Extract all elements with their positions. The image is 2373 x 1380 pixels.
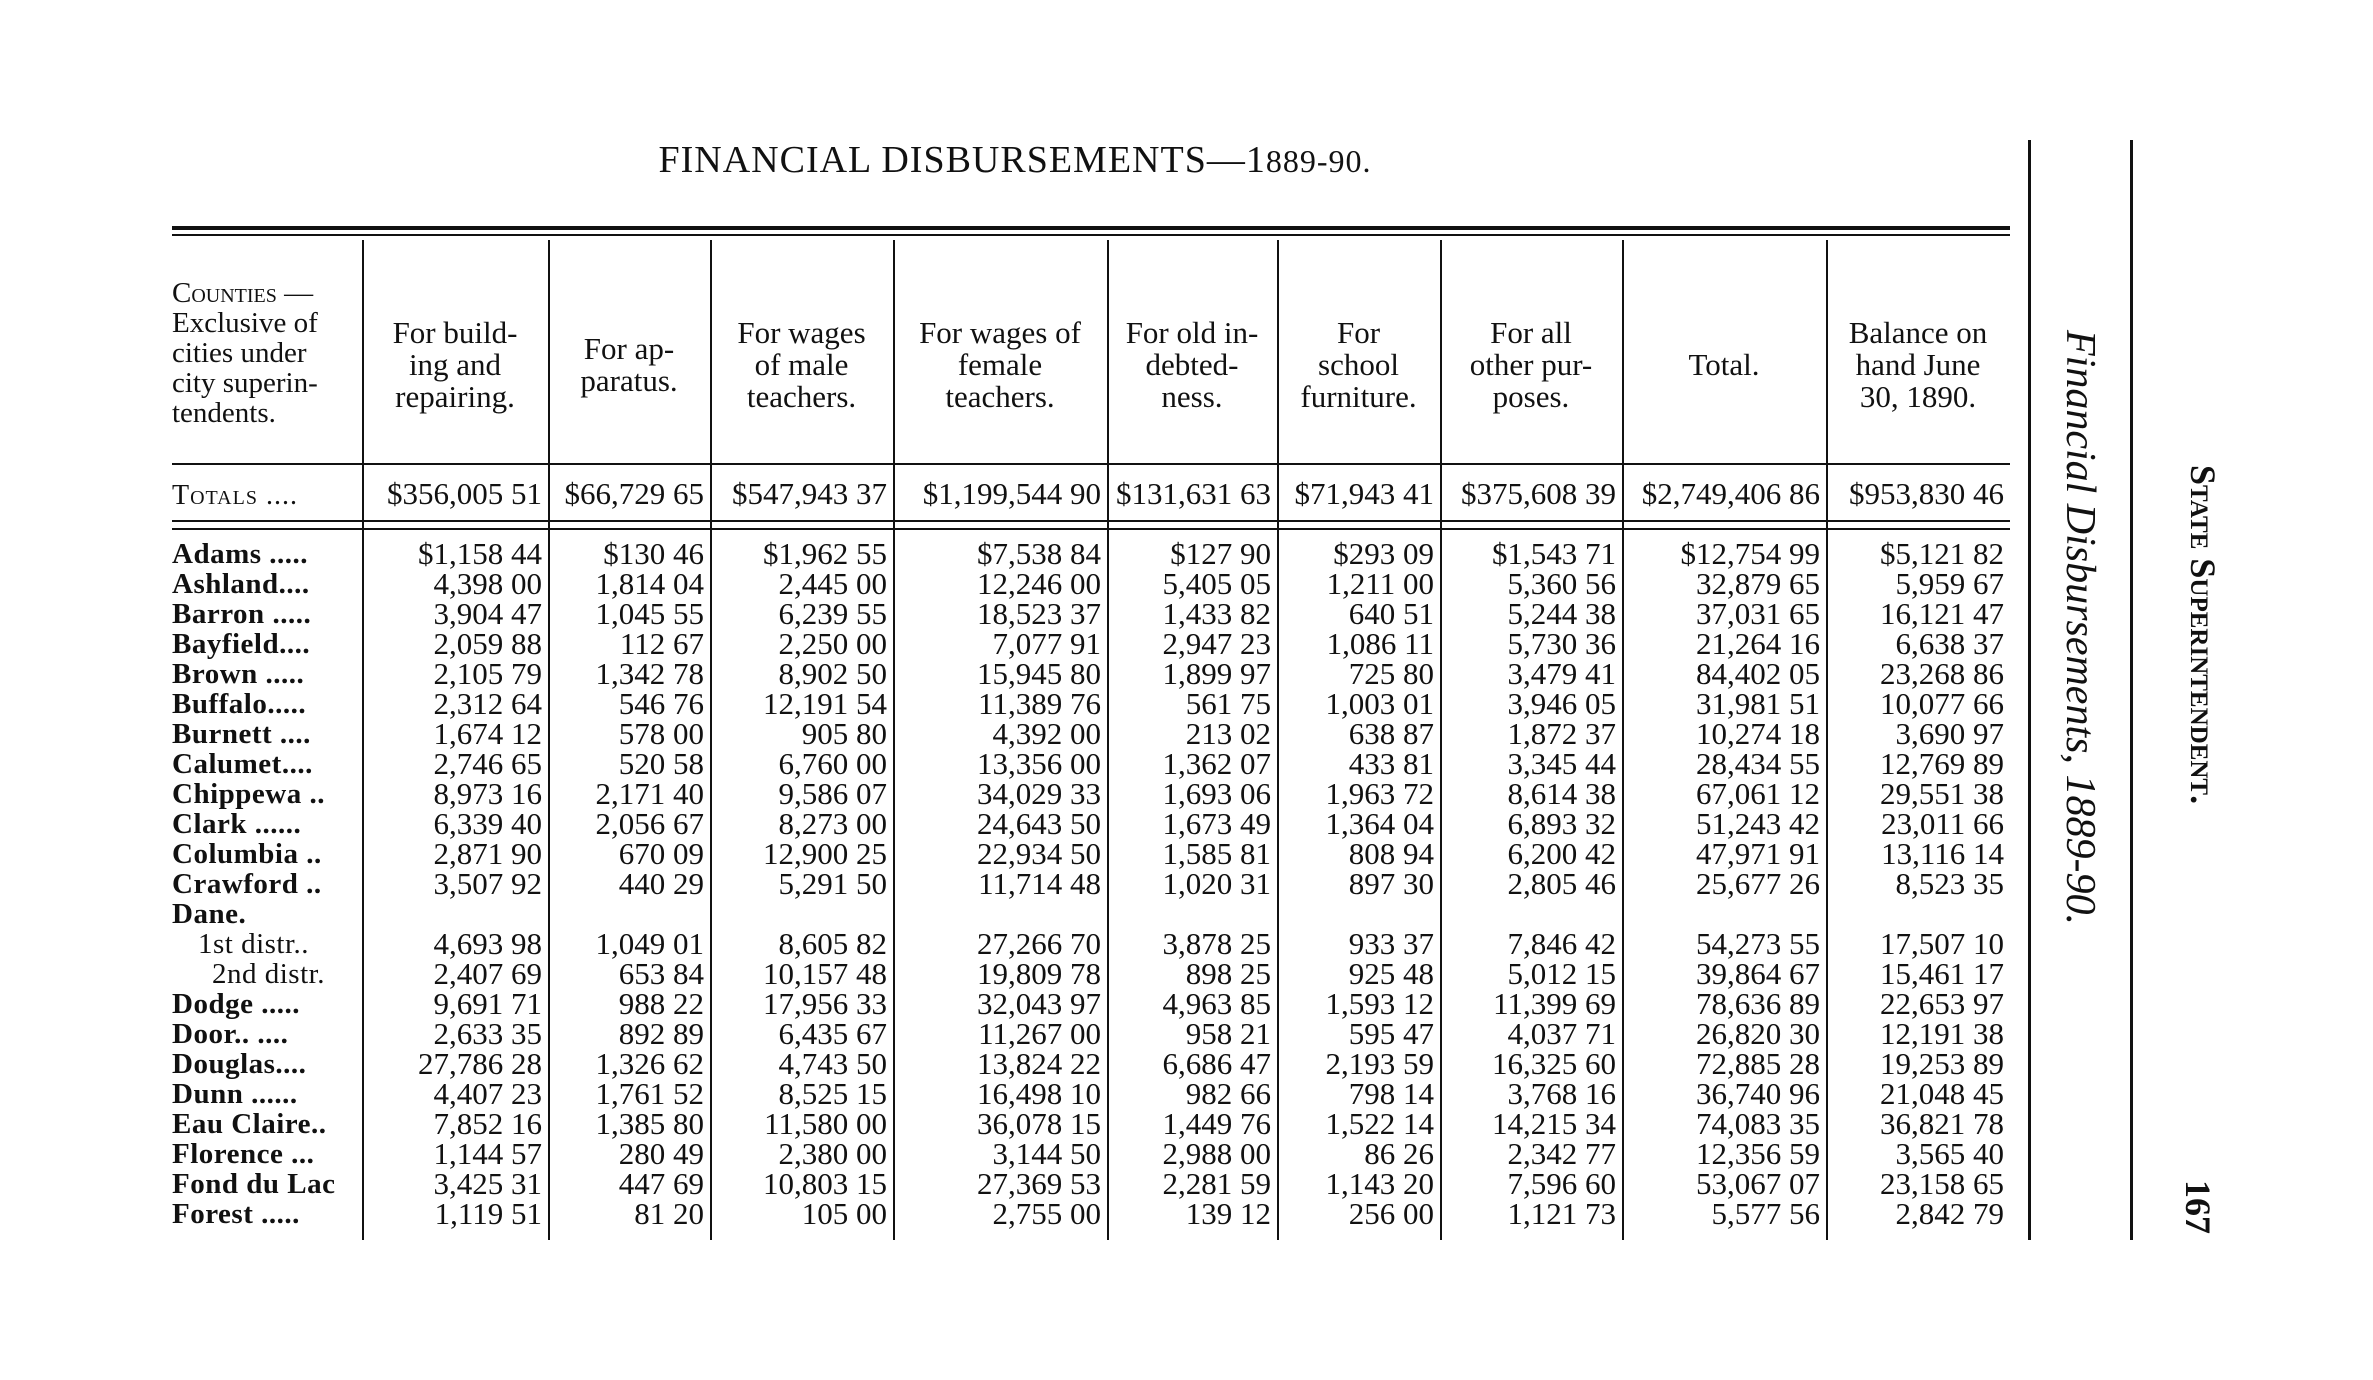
- header-col: [552, 290, 706, 440]
- table-cell: 6,686 47: [1162, 1046, 1271, 1081]
- county-name: Fond du Lac: [172, 1168, 336, 1200]
- header-line: For: [1336, 315, 1381, 350]
- table-cell: 5,577 56: [1711, 1196, 1820, 1231]
- table-cell: 3,946 05: [1507, 686, 1616, 721]
- totals-cell: $2,749,406 86: [1641, 476, 1820, 511]
- table-cell: 5,405 05: [1162, 566, 1271, 601]
- running-head-text: State Superintendent.: [2183, 465, 2223, 805]
- table-cell: 447 69: [618, 1166, 704, 1201]
- table-cell: 520 58: [618, 746, 704, 781]
- header-line: debted-: [1145, 347, 1239, 382]
- table-cell: 19,809 78: [977, 956, 1101, 991]
- table-cell: 3,345 44: [1507, 746, 1616, 781]
- table-cell: 1,385 80: [595, 1106, 704, 1141]
- table-cell: 2,805 46: [1507, 866, 1616, 901]
- table-cell: 18,523 37: [977, 596, 1101, 631]
- table-cell: 6,239 55: [778, 596, 887, 631]
- table-cell: 24,643 50: [977, 806, 1101, 841]
- table-cell: 23,268 86: [1880, 656, 2004, 691]
- table-cell: 1,119 51: [434, 1196, 542, 1231]
- table-cell: 3,507 92: [433, 866, 542, 901]
- header-line: ness.: [1161, 379, 1223, 414]
- table-cell: 26,820 30: [1696, 1016, 1820, 1051]
- table-cell: 1,045 55: [595, 596, 704, 631]
- table-cell: 7,077 91: [992, 626, 1101, 661]
- table-cell: 1,899 97: [1162, 656, 1271, 691]
- table-cell: 6,760 00: [778, 746, 887, 781]
- side-title: [2057, 330, 2120, 1050]
- table-cell: 39,864 67: [1696, 956, 1820, 991]
- table-cell: 640 51: [1348, 596, 1434, 631]
- county-name: Adams .....: [172, 538, 309, 570]
- table-cell: 6,339 40: [433, 806, 542, 841]
- header-col-lines: [737, 317, 865, 413]
- table-cell: 6,638 37: [1895, 626, 2004, 661]
- header-col: [1626, 290, 1822, 440]
- header-line: For build-: [392, 315, 518, 350]
- table-cell: 8,525 15: [778, 1076, 887, 1111]
- table-cell: 1,086 11: [1326, 626, 1434, 661]
- table-cell: 808 94: [1348, 836, 1434, 871]
- table-cell: 1,449 76: [1162, 1106, 1271, 1141]
- table-cell: 725 80: [1348, 656, 1434, 691]
- table-cell: 2,281 59: [1162, 1166, 1271, 1201]
- header-line: For ap-: [583, 331, 675, 366]
- table-cell: 8,273 00: [778, 806, 887, 841]
- table-cell: 958 21: [1185, 1016, 1271, 1051]
- table-cell: 4,037 71: [1507, 1016, 1616, 1051]
- totals-cell: $71,943 41: [1294, 476, 1434, 511]
- header-col: [1444, 290, 1618, 440]
- table-cell: 4,407 23: [433, 1076, 542, 1111]
- header-line: ing and: [408, 347, 502, 382]
- table-cell: 2,871 90: [433, 836, 542, 871]
- county-name: Calumet....: [172, 748, 313, 780]
- header-line: city superin-: [172, 367, 318, 399]
- table-cell: $127 90: [1170, 536, 1271, 571]
- table-cell: 1,020 31: [1162, 866, 1271, 901]
- table-cell: 8,605 82: [778, 926, 887, 961]
- header-line: cities under: [172, 337, 307, 369]
- table-cell: 1,673 49: [1162, 806, 1271, 841]
- table-cell: 578 00: [618, 716, 704, 751]
- table-cell: 670 09: [618, 836, 704, 871]
- table-cell: 51,243 42: [1696, 806, 1820, 841]
- table-cell: $7,538 84: [977, 536, 1101, 571]
- table-cell: 1,144 57: [433, 1136, 542, 1171]
- header-line: For wages of: [919, 315, 1081, 350]
- header-col-lines: [393, 317, 518, 413]
- header-col: [714, 290, 889, 440]
- table-cell: 31,981 51: [1696, 686, 1820, 721]
- county-name: Bayfield....: [172, 628, 311, 660]
- table-cell: $130 46: [603, 536, 704, 571]
- table-cell: 28,434 55: [1696, 746, 1820, 781]
- table-cell: 1,364 04: [1325, 806, 1434, 841]
- header-line: of male: [754, 347, 849, 382]
- table-cell: 4,743 50: [778, 1046, 887, 1081]
- totals-bottom-rule-2: [172, 528, 2010, 530]
- table-cell: 1,326 62: [595, 1046, 704, 1081]
- county-name: Clark ......: [172, 808, 302, 840]
- table-cell: 36,821 78: [1880, 1106, 2004, 1141]
- table-cell: 15,945 80: [977, 656, 1101, 691]
- top-rule: [172, 226, 2010, 230]
- table-cell: 1,121 73: [1507, 1196, 1616, 1231]
- table-cell: 6,435 67: [778, 1016, 887, 1051]
- header-col-lines: [580, 333, 677, 397]
- table-cell: 3,690 97: [1895, 716, 2004, 751]
- table-cell: $12,754 99: [1680, 536, 1820, 571]
- table-cell: 84,402 05: [1696, 656, 1820, 691]
- top-rule-thin: [172, 234, 2010, 236]
- table-cell: 12,191 38: [1880, 1016, 2004, 1051]
- table-cell: 29,551 38: [1880, 776, 2004, 811]
- table-cell: 2,755 00: [992, 1196, 1101, 1231]
- header-line: tendents.: [172, 397, 276, 429]
- table-cell: 10,157 48: [763, 956, 887, 991]
- county-name: Brown .....: [172, 658, 305, 690]
- side-title-text: Financial Disbursements, 1889-90.: [2057, 330, 2103, 925]
- header-col-lines: [1300, 317, 1416, 413]
- table-cell: 15,461 17: [1880, 956, 2004, 991]
- table-cell: 3,565 40: [1895, 1136, 2004, 1171]
- table-cell: 1,963 72: [1325, 776, 1434, 811]
- county-name: 2nd distr.: [212, 958, 325, 990]
- table-cell: 898 25: [1185, 956, 1271, 991]
- table-cell: 905 80: [801, 716, 887, 751]
- table-cell: $1,158 44: [418, 536, 542, 571]
- county-name: Forest .....: [172, 1198, 300, 1230]
- table-cell: 5,244 38: [1507, 596, 1616, 631]
- totals-cell: $375,608 39: [1461, 476, 1616, 511]
- table-cell: 10,803 15: [763, 1166, 887, 1201]
- table-cell: 2,407 69: [433, 956, 542, 991]
- table-cell: 21,264 16: [1696, 626, 1820, 661]
- table-cell: 546 76: [618, 686, 704, 721]
- table-cell: 16,121 47: [1880, 596, 2004, 631]
- table-cell: 13,116 14: [1881, 836, 2004, 871]
- table-cell: 2,746 65: [433, 746, 542, 781]
- county-name: Dodge .....: [172, 988, 300, 1020]
- table-cell: 25,677 26: [1696, 866, 1820, 901]
- table-cell: 280 49: [618, 1136, 704, 1171]
- header-col-lines: [919, 317, 1081, 413]
- header-line: teachers.: [945, 379, 1055, 414]
- table-cell: 2,342 77: [1507, 1136, 1616, 1171]
- table-cell: 10,077 66: [1880, 686, 2004, 721]
- county-name: Eau Claire..: [172, 1108, 327, 1140]
- table-cell: 8,614 38: [1507, 776, 1616, 811]
- table-cell: 3,904 47: [433, 596, 542, 631]
- table-cell: 34,029 33: [977, 776, 1101, 811]
- totals-cell: $131,631 63: [1116, 476, 1271, 511]
- header-line: Total.: [1688, 347, 1760, 382]
- table-cell: 7,852 16: [433, 1106, 542, 1141]
- county-name: 1st distr..: [198, 928, 310, 960]
- header-col-lines: [1470, 317, 1592, 413]
- header-line: For wages: [737, 315, 866, 350]
- table-cell: 72,885 28: [1696, 1046, 1820, 1081]
- header-line: hand June: [1855, 347, 1981, 382]
- totals-bottom-rule: [172, 520, 2010, 522]
- table-cell: 6,200 42: [1507, 836, 1616, 871]
- table-cell: 595 47: [1348, 1016, 1434, 1051]
- table-cell: 4,398 00: [433, 566, 542, 601]
- table-cell: 5,959 67: [1895, 566, 2004, 601]
- table-cell: 78,636 89: [1696, 986, 1820, 1021]
- table-cell: 5,360 56: [1507, 566, 1616, 601]
- county-name: Barron .....: [172, 598, 312, 630]
- table-cell: 74,083 35: [1696, 1106, 1820, 1141]
- county-name: Florence ...: [172, 1138, 315, 1170]
- county-name: Chippewa ..: [172, 778, 325, 810]
- county-name: Ashland....: [172, 568, 310, 600]
- table-cell: 561 75: [1185, 686, 1271, 721]
- county-name: Columbia ..: [172, 838, 322, 870]
- county-name: Dunn ......: [172, 1078, 298, 1110]
- table-cell: 1,362 07: [1162, 746, 1271, 781]
- header-bottom-rule: [172, 463, 2010, 465]
- header-counties-lines: [172, 278, 318, 428]
- table-cell: 105 00: [801, 1196, 887, 1231]
- table-cell: 22,934 50: [977, 836, 1101, 871]
- table-cell: 2,056 67: [595, 806, 704, 841]
- table-cell: 4,693 98: [433, 926, 542, 961]
- table-cell: 14,215 34: [1492, 1106, 1616, 1141]
- table-cell: 1,585 81: [1162, 836, 1271, 871]
- table-cell: 1,211 00: [1326, 566, 1434, 601]
- table-cell: 2,059 88: [433, 626, 542, 661]
- table-cell: 2,445 00: [778, 566, 887, 601]
- table-cell: 139 12: [1185, 1196, 1271, 1231]
- table-cell: 11,399 69: [1493, 986, 1616, 1021]
- header-line: 30, 1890.: [1859, 379, 1977, 414]
- header-col: [897, 290, 1103, 440]
- table-cell: 12,246 00: [977, 566, 1101, 601]
- table-cell: 892 89: [618, 1016, 704, 1051]
- county-name: Crawford ..: [172, 868, 322, 900]
- table-cell: $1,543 71: [1492, 536, 1616, 571]
- totals-label: Totals ....: [172, 480, 298, 511]
- header-col: [1111, 290, 1273, 440]
- header-col: [1830, 290, 2006, 440]
- table-cell: 5,730 36: [1507, 626, 1616, 661]
- table-cell: 36,078 15: [977, 1106, 1101, 1141]
- table-cell: 13,824 22: [977, 1046, 1101, 1081]
- table-cell: $5,121 82: [1880, 536, 2004, 571]
- table-cell: 27,786 28: [418, 1046, 542, 1081]
- table-cell: 16,498 10: [977, 1076, 1101, 1111]
- table-cell: 213 02: [1185, 716, 1271, 751]
- table-cell: $1,962 55: [763, 536, 887, 571]
- table-cell: 32,879 65: [1696, 566, 1820, 601]
- page-number-text: 167: [2178, 1180, 2218, 1234]
- header-line: Exclusive of: [172, 307, 318, 339]
- table-cell: 3,425 31: [433, 1166, 542, 1201]
- table-cell: 8,902 50: [778, 656, 887, 691]
- table-cell: 13,356 00: [977, 746, 1101, 781]
- table-cell: 27,266 70: [977, 926, 1101, 961]
- header-col: [1281, 290, 1436, 440]
- table-cell: 2,193 59: [1325, 1046, 1434, 1081]
- table-cell: 3,144 50: [992, 1136, 1101, 1171]
- table-cell: 2,633 35: [433, 1016, 542, 1051]
- table-cell: 32,043 97: [977, 986, 1101, 1021]
- totals-cell: $356,005 51: [387, 476, 542, 511]
- table-cell: 53,067 07: [1696, 1166, 1820, 1201]
- table-cell: 17,507 10: [1880, 926, 2004, 961]
- table-cell: 12,900 25: [763, 836, 887, 871]
- county-name: Buffalo.....: [172, 688, 307, 720]
- table-cell: 1,814 04: [595, 566, 704, 601]
- table-cell: $293 09: [1333, 536, 1434, 571]
- table-cell: 27,369 53: [977, 1166, 1101, 1201]
- table-cell: 36,740 96: [1696, 1076, 1820, 1111]
- table-cell: 9,586 07: [778, 776, 887, 811]
- header-line: For all: [1490, 315, 1572, 350]
- table-cell: 4,392 00: [992, 716, 1101, 751]
- table-cell: 3,768 16: [1507, 1076, 1616, 1111]
- table-cell: 638 87: [1348, 716, 1434, 751]
- table-cell: 9,691 71: [433, 986, 542, 1021]
- table-cell: 1,143 20: [1325, 1166, 1434, 1201]
- header-col-lines: [1849, 317, 1988, 413]
- table-cell: 897 30: [1348, 866, 1434, 901]
- header-line: teachers.: [746, 379, 857, 414]
- table-cell: 11,580 00: [764, 1106, 887, 1141]
- county-name: Douglas....: [172, 1048, 307, 1080]
- table-cell: 2,312 64: [433, 686, 542, 721]
- table-cell: 12,191 54: [763, 686, 887, 721]
- totals-cell: $1,199,544 90: [922, 476, 1101, 511]
- table-cell: 3,479 41: [1507, 656, 1616, 691]
- table-cell: 5,012 15: [1507, 956, 1616, 991]
- table-cell: 925 48: [1348, 956, 1434, 991]
- header-line: female: [957, 347, 1043, 382]
- table-cell: 17,956 33: [763, 986, 887, 1021]
- running-head: [2180, 465, 2240, 965]
- header-line: paratus.: [580, 363, 678, 398]
- table-cell: 8,523 35: [1895, 866, 2004, 901]
- table-cell: 440 29: [618, 866, 704, 901]
- title-main: FINANCIAL DISBURSEMENTS—1: [658, 139, 1266, 181]
- table-cell: 1,342 78: [595, 656, 704, 691]
- totals-cell: $953,830 46: [1849, 476, 2004, 511]
- table-cell: 47,971 91: [1696, 836, 1820, 871]
- totals-cell: $66,729 65: [564, 476, 704, 511]
- table-cell: 798 14: [1348, 1076, 1434, 1111]
- table-cell: 1,433 82: [1162, 596, 1271, 631]
- table-cell: 2,988 00: [1162, 1136, 1271, 1171]
- header-line: furniture.: [1300, 379, 1417, 414]
- table-cell: 2,250 00: [778, 626, 887, 661]
- table-cell: 112 67: [619, 626, 704, 661]
- header-line: other pur-: [1469, 347, 1593, 382]
- table-cell: 982 66: [1185, 1076, 1271, 1111]
- page-number: [2175, 1180, 2225, 1250]
- table-cell: 3,878 25: [1162, 926, 1271, 961]
- table-cell: 5,291 50: [778, 866, 887, 901]
- table-cell: 2,105 79: [433, 656, 542, 691]
- table-cell: 11,389 76: [978, 686, 1101, 721]
- table-cell: 16,325 60: [1492, 1046, 1616, 1081]
- header-col: [366, 290, 544, 440]
- table-cell: 2,947 23: [1162, 626, 1271, 661]
- county-name: Door.. ....: [172, 1018, 289, 1050]
- title-year: 889-90.: [1265, 143, 1372, 179]
- header-line: repairing.: [395, 379, 515, 414]
- table-cell: 21,048 45: [1880, 1076, 2004, 1111]
- table-cell: 433 81: [1348, 746, 1434, 781]
- table-cell: 23,158 65: [1880, 1166, 2004, 1201]
- table-cell: 19,253 89: [1880, 1046, 2004, 1081]
- table-cell: 1,593 12: [1325, 986, 1434, 1021]
- table-cell: 23,011 66: [1881, 806, 2004, 841]
- page-title: [0, 138, 2030, 182]
- table-cell: 86 26: [1364, 1136, 1434, 1171]
- table-cell: 1,693 06: [1162, 776, 1271, 811]
- table-cell: 81 20: [634, 1196, 704, 1231]
- table-cell: 1,872 37: [1507, 716, 1616, 751]
- side-rule-2: [2130, 140, 2133, 1240]
- table-cell: 653 84: [618, 956, 704, 991]
- table-cell: 22,653 97: [1880, 986, 2004, 1021]
- table-cell: 2,380 00: [778, 1136, 887, 1171]
- table-cell: 988 22: [618, 986, 704, 1021]
- table-cell: 6,893 32: [1507, 806, 1616, 841]
- table-cell: 67,061 12: [1696, 776, 1820, 811]
- table-cell: 11,267 00: [978, 1016, 1101, 1051]
- header-line: school: [1318, 347, 1399, 382]
- table-cell: 1,522 14: [1325, 1106, 1434, 1141]
- table-cell: 2,842 79: [1895, 1196, 2004, 1231]
- table-cell: 12,769 89: [1880, 746, 2004, 781]
- table-cell: 1,049 01: [595, 926, 704, 961]
- table-cell: 7,596 60: [1507, 1166, 1616, 1201]
- table-cell: 8,973 16: [433, 776, 542, 811]
- table-cell: 933 37: [1348, 926, 1434, 961]
- county-name: Dane.: [172, 898, 247, 930]
- header-col-lines: [1126, 317, 1259, 413]
- table-cell: 54,273 55: [1696, 926, 1820, 961]
- table-cell: 11,714 48: [978, 866, 1101, 901]
- header-counties: [172, 268, 356, 438]
- table-cell: 1,761 52: [595, 1076, 704, 1111]
- table-cell: 1,674 12: [433, 716, 542, 751]
- table-cell: 256 00: [1348, 1196, 1434, 1231]
- county-name: Burnett ....: [172, 718, 311, 750]
- header-line: Counties —: [172, 277, 314, 309]
- side-rule-1: [2028, 140, 2031, 1240]
- table-cell: 4,963 85: [1162, 986, 1271, 1021]
- totals-cell: $547,943 37: [732, 476, 887, 511]
- header-col-lines: [1688, 349, 1759, 381]
- table-cell: 37,031 65: [1696, 596, 1820, 631]
- header-line: For old in-: [1125, 315, 1259, 350]
- table-cell: 2,171 40: [595, 776, 704, 811]
- table-cell: 7,846 42: [1507, 926, 1616, 961]
- table-cell: 10,274 18: [1696, 716, 1820, 751]
- table-cell: 12,356 59: [1696, 1136, 1820, 1171]
- header-line: poses.: [1492, 379, 1570, 414]
- table-cell: 1,003 01: [1325, 686, 1434, 721]
- header-line: Balance on: [1848, 315, 1988, 350]
